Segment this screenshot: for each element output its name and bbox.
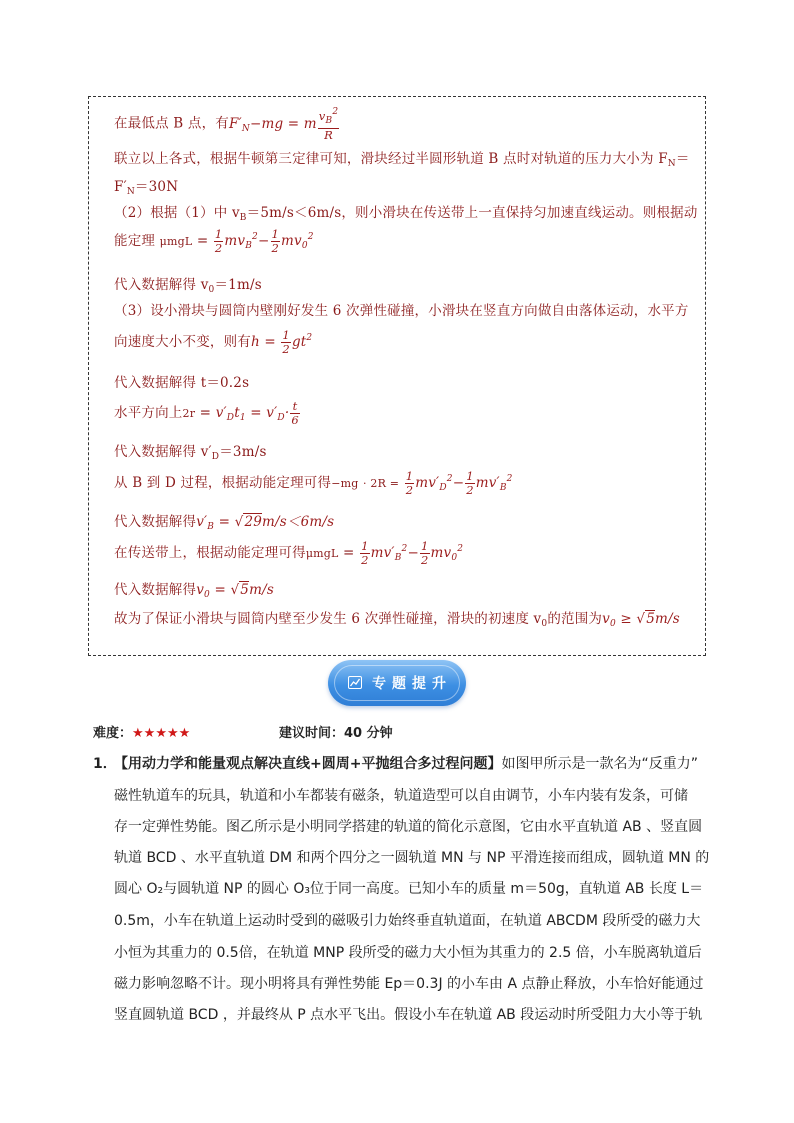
subscript: B — [325, 116, 333, 126]
superscript: 2 — [307, 232, 314, 242]
subscript: B — [394, 553, 402, 563]
math-part: v — [196, 582, 205, 598]
text: · 2R = — [363, 477, 400, 490]
subscript: 1 — [239, 413, 246, 423]
math-part: · — [284, 405, 290, 421]
numerator — [318, 106, 339, 129]
solution-line-14 — [114, 540, 463, 567]
numerator: 1 — [361, 539, 369, 553]
sqrt-radicand: 5 — [240, 582, 250, 598]
math-part: mv — [224, 233, 246, 249]
denominator: 2 — [282, 342, 290, 356]
sqrt-radicand: 29 — [244, 514, 263, 530]
subscript: 0 — [609, 619, 616, 629]
problem-line-4: 轨道 BCD 、水平直轨道 DM 和两个四分之一圆轨道 MN 与 NP 平滑连接而组成，圆轨道 MN 的 — [114, 850, 710, 866]
denominator: 2 — [420, 553, 429, 567]
text: 向速度大小不变，则有 — [114, 334, 251, 350]
math — [229, 107, 340, 142]
math-part: F′ — [229, 115, 242, 132]
denominator: 2 — [271, 241, 280, 255]
text: = — [199, 405, 212, 421]
subscript: 0 — [541, 619, 548, 629]
subscript: D — [226, 413, 235, 423]
math-part: mv′ — [370, 545, 395, 561]
math — [215, 399, 301, 427]
problem-title: 【用动力学和能量观点解决直线+圆周+平抛组合多过程问题】 — [114, 756, 502, 772]
solution-line-9 — [114, 371, 249, 391]
subscript: N — [126, 187, 135, 197]
problem-line-9: 竖直圆轨道 BCD ，并最终从 P 点水平飞出。假设小车在轨道 AB 段运动时所受阻力大小等于轨 — [114, 1007, 703, 1023]
superscript: 2 — [332, 107, 339, 117]
fraction — [405, 470, 415, 497]
math-part: mv — [430, 545, 452, 561]
denominator: 2 — [361, 553, 369, 567]
math-part: ≥ — [620, 611, 632, 627]
numerator: 1 — [466, 469, 474, 483]
math-part: = v′ — [250, 405, 278, 421]
text: μmgL — [305, 547, 339, 560]
subscript: N — [667, 159, 676, 169]
denominator: 6 — [291, 413, 299, 427]
math: $v_0 \ge √5m/s$ — [602, 611, 680, 629]
superscript: 2 — [506, 474, 513, 484]
problem-line-6: 0.5m，小车在轨道上运动时受到的磁吸引力始终垂直轨道面，在轨道 ABCDM 段所受的磁力大 — [114, 913, 701, 929]
text: 代入数据解得 v′ — [114, 444, 212, 460]
fraction — [214, 228, 224, 255]
solution-line-1 — [114, 106, 340, 142]
text: 代入数据解得 — [114, 514, 197, 530]
banner-label: 专题提升 — [372, 676, 452, 692]
problem-line-1 — [114, 753, 698, 773]
problem-line-3: 存一定弹性势能。图乙所示是小明同学搭建的轨道的简化示意图，它由水平直轨道 AB 、竖直圆 — [114, 819, 703, 835]
text: ＝1m/s — [214, 277, 262, 293]
text: μmgL — [159, 235, 193, 248]
numerator: 1 — [282, 328, 290, 342]
math-part: − — [257, 233, 270, 249]
solution-line-13 — [114, 510, 334, 532]
fraction — [290, 400, 300, 427]
math-part: = — [214, 582, 226, 598]
text: 在最低点 B 点，有 — [114, 115, 230, 132]
subscript: 0 — [451, 553, 458, 563]
math-part: mv — [281, 233, 302, 249]
text: 在传送带上，根据动能定理可得 — [114, 545, 306, 561]
subscript: D — [211, 452, 220, 462]
math-part: v′ — [196, 514, 208, 530]
fraction — [360, 540, 370, 567]
problem-number: 1． — [93, 756, 117, 772]
math-part: mv′ — [415, 475, 440, 491]
suggested-time — [279, 722, 393, 741]
math-part: m/s — [655, 611, 680, 627]
difficulty-stars: ★★★★★ — [132, 726, 191, 741]
solution-line-16 — [114, 607, 680, 629]
text: 2r — [182, 407, 196, 420]
subscript: 0 — [301, 241, 308, 251]
solution-line-3 — [114, 175, 178, 197]
text: = — [343, 545, 355, 561]
text: 如图甲所示是一款名为“反重力” — [501, 756, 698, 772]
superscript: 2 — [252, 232, 258, 242]
numerator: 1 — [214, 227, 223, 241]
superscript: 2 — [306, 333, 313, 343]
text: ＝3m/s — [219, 444, 267, 460]
difficulty — [93, 722, 190, 741]
math — [359, 539, 464, 567]
math-part: −mg = m — [249, 115, 317, 132]
text: 联立以上各式，根据牛顿第三定律可知，滑块经过半圆形轨道 B 点时对轨道的压力大小为 F — [114, 151, 668, 167]
fraction — [318, 106, 339, 142]
difficulty-label: 难度： — [93, 726, 133, 741]
text: F′ — [114, 179, 127, 195]
chart-line-icon — [348, 676, 362, 689]
text: 的范围为 — [547, 611, 603, 627]
text: 代入数据解得 t＝0.2s — [114, 375, 250, 391]
text: （2）根据（1）中 v — [114, 205, 240, 221]
superscript: 2 — [401, 544, 408, 554]
problem-line-8: 磁力影响忽略不计。现小明将具有弹性势能 Ep＝0.3J 的小车由 A 点静止释放，小车恰好能通过 — [114, 976, 704, 992]
text: （3）设小滑块与圆筒内壁刚好发生 6 次弹性碰撞，小滑块在竖直方向做自由落体运动，水平方 — [114, 303, 689, 319]
text: 能定理 — [114, 233, 156, 249]
text: ＝5m/s＜6m/s，则小滑块在传送带上一直保持匀加速直线运动。则根据动 — [246, 205, 698, 221]
math — [404, 469, 513, 497]
math-part: v — [602, 611, 610, 627]
math-part: v — [318, 109, 326, 123]
denominator: R — [324, 128, 333, 142]
numerator: 1 — [405, 469, 414, 483]
numerator: 1 — [271, 227, 280, 241]
solution-line-2 — [114, 147, 690, 169]
numerator: t — [290, 400, 300, 414]
solution-line-6 — [114, 273, 262, 295]
subscript: B — [207, 522, 215, 532]
problem-line-5: 圆心 O₂与圆轨道 NP 的圆心 O₃位于同一高度。已知小车的质量 m＝50g，直轨道 AB 长度 L＝ — [114, 881, 704, 897]
math — [213, 227, 314, 255]
fraction — [420, 540, 430, 567]
text: 代入数据解得 — [114, 582, 197, 598]
solution-line-5 — [114, 228, 314, 255]
solution-line-7 — [114, 299, 689, 319]
superscript: 2 — [446, 474, 453, 484]
text: ＝30N — [134, 179, 179, 195]
math-part: m/s＜6m/s — [262, 514, 335, 530]
subscript: N — [241, 123, 250, 134]
denominator: 2 — [405, 483, 414, 497]
subscript: B — [239, 213, 247, 223]
solution-line-4 — [114, 201, 698, 223]
denominator: 2 — [214, 241, 223, 255]
suggested-time-label: 建议时间：40 分钟 — [279, 726, 393, 741]
section-banner — [328, 660, 466, 706]
math: $v'_B = √29m/s<6m/s$ — [196, 514, 335, 532]
text: 水平方向上 — [114, 405, 183, 421]
subscript: B — [245, 241, 253, 251]
text: 代入数据解得 v — [114, 277, 209, 293]
solution-line-12 — [114, 470, 513, 497]
text: ＝ — [675, 151, 690, 167]
solution-line-15 — [114, 578, 274, 600]
solution-line-8 — [114, 329, 312, 356]
subscript: 0 — [204, 590, 210, 600]
math-part: mv′ — [475, 475, 500, 491]
subscript: D — [277, 413, 285, 423]
subscript: 0 — [208, 285, 215, 295]
problem-line-7: 小恒为其重力的 0.5倍，在轨道 MNP 段所受的磁力大小恒为其重力的 2.5 倍，小车脱离轨道后 — [114, 945, 702, 961]
math-part: h = — [251, 334, 276, 350]
text: −mg — [331, 477, 359, 490]
math-part: − — [407, 545, 419, 561]
fraction — [281, 329, 291, 356]
problem-line-2: 磁性轨道车的玩具，轨道和小车都装有磁条，轨道造型可以自由调节，小车内装有发条，可储 — [114, 788, 688, 804]
subscript: D — [439, 483, 447, 493]
subscript: B — [499, 483, 507, 493]
math — [251, 328, 313, 356]
fraction — [271, 228, 281, 255]
math-part: v′ — [215, 405, 227, 421]
solution-line-11 — [114, 440, 267, 462]
numerator: 1 — [420, 539, 429, 553]
denominator: 2 — [466, 483, 474, 497]
text: = — [196, 233, 209, 249]
text: 从 B 到 D 过程，根据动能定理可得 — [114, 475, 332, 491]
fraction — [465, 470, 475, 497]
text: 故为了保证小滑块与圆筒内壁至少发生 6 次弹性碰撞，滑块的初速度 v — [114, 611, 542, 627]
superscript: 2 — [457, 544, 464, 554]
math-part: gt — [291, 334, 307, 350]
sqrt-radicand: 5 — [646, 611, 656, 627]
math-part: − — [452, 475, 465, 491]
math-part: t — [234, 405, 240, 421]
solution-line-10 — [114, 400, 301, 427]
math-part: m/s — [249, 582, 274, 598]
math: $v_0 = √5m/s$ — [196, 582, 274, 600]
math-part: = — [218, 514, 231, 530]
